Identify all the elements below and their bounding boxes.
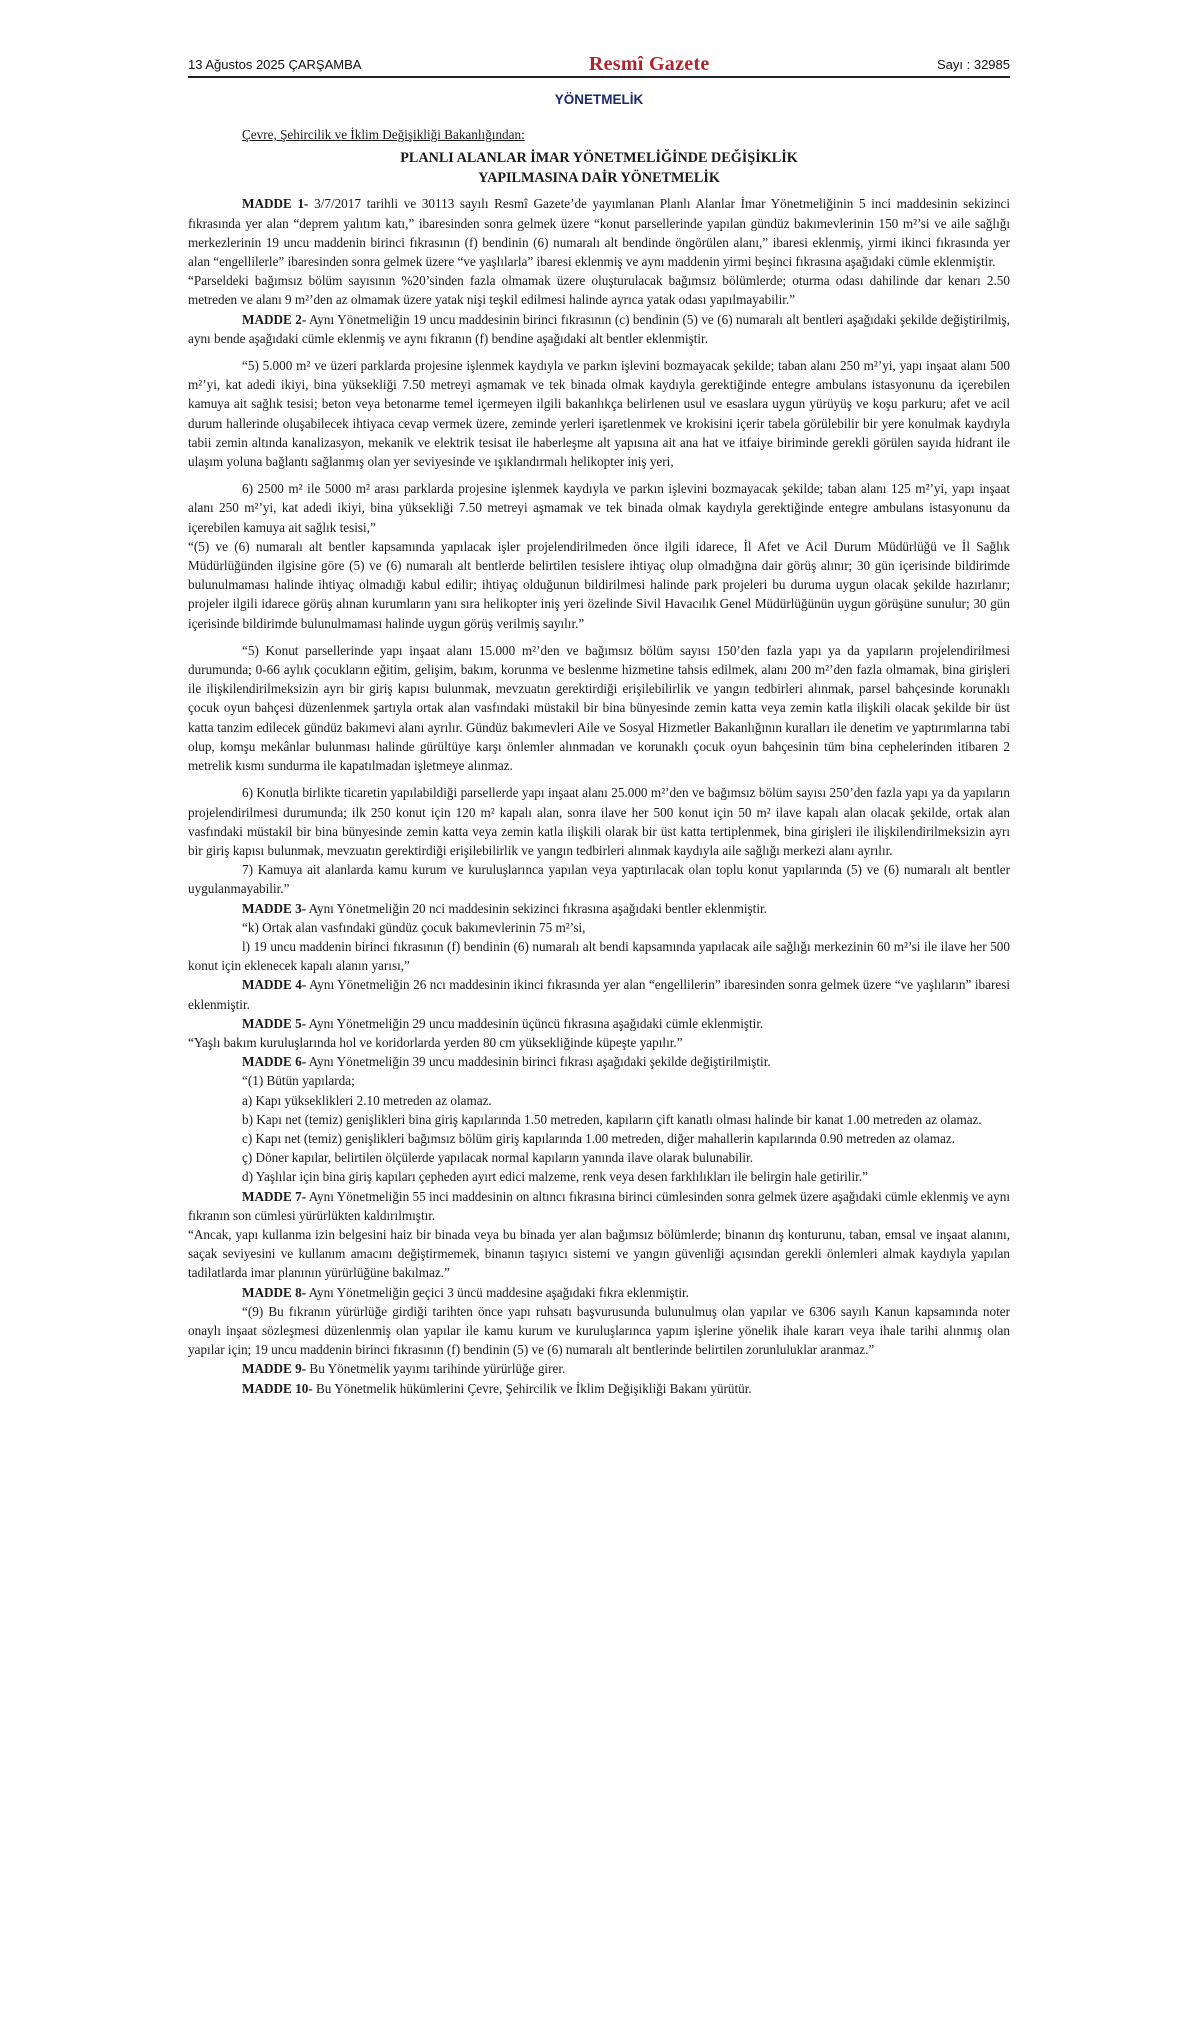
article-text: Bu Yönetmelik hükümlerini Çevre, Şehircilik ve İklim Değişikliği Bakanı yürütür. — [312, 1380, 752, 1396]
paragraph-text: a) Kapı yükseklikleri 2.10 metreden az olamaz. — [242, 1092, 492, 1108]
paragraph-text: “k) Ortak alan vasfındaki gündüz çocuk bakımevlerinin 75 m²’si, — [242, 919, 586, 935]
paragraph-text: c) Kapı net (temiz) genişlikleri bağımsız bölüm giriş kapılarında 1.00 metreden, diğer mahallerin kapılarında 0.90 metreden az olamaz. — [242, 1130, 955, 1146]
article-text: Aynı Yönetmeliğin 19 uncu maddesinin birinci fıkrasının (c) bendinin (5) ve (6) numaralı alt bentleri aşağıdaki şekilde değiştirilmiş, aynı bende aşağıdaki cümle eklenmiş ve aynı fıkranın (f) bendine aşağıdaki alt bentler eklenmiştir. — [188, 311, 1010, 346]
clause-a — [188, 1091, 1010, 1110]
paragraph-text: “Parseldeki bağımsız bölüm sayısının %20’sinden fazla olmamak üzere oluşturulacak bağımsız bölümlerde; oturma odası dahilinde dar kenarı 2.50 metreden ve alanı 9 m²’den az olmamak üzere yatak nişi teşkil edilmesi halinde ayrıca yatak odası yapılmayabilir.” — [188, 273, 1010, 308]
clause-c — [188, 1129, 1010, 1148]
paragraph-text: “Ancak, yapı kullanma izin belgesini haiz bir binada veya bu binada yer alan bağımsız bölümlerde; binanın dış konturunu, taban, emsal ve inşaat alanını, saçak seviyesini ve kullanım amacını değiştirmemek, binanın taşıyıcı sistemi ve yangın güvenliği açısından gerekli önlemleri almak kaydıyla yapılan tadilatlarda imar planının yürürlüğüne bakılmaz.” — [188, 1226, 1010, 1281]
article-heading: MADDE 10- — [242, 1380, 313, 1396]
paragraph-text: d) Yaşlılar için bina giriş kapıları çepheden ayırt edici malzeme, renk veya desen farklılıkları ile belirgin hale getirilir.” — [242, 1169, 868, 1185]
clause-c-cedilla — [188, 1148, 1010, 1167]
article-heading: MADDE 1- — [242, 196, 309, 212]
issue-number: Sayı : 32985 — [937, 56, 1010, 72]
clause-9 — [188, 1302, 1010, 1360]
sub-clause-7 — [188, 860, 1010, 898]
paragraph-text: “Yaşlı bakım kuruluşlarında hol ve koridorlarda yerden 80 cm yüksekliğinde küpeşte yapılır.” — [188, 1034, 683, 1050]
sub-clause-6-park — [188, 479, 1010, 537]
paragraph-text: “5) Konut parsellerinde yapı inşaat alanı 15.000 m²’den ve bağımsız bölüm sayısı 150’den fazla yapı ya da yapıların projelendirilmesi durumunda; 0-66 aylık çocukların eğitim, gelişim, bakım, korunma ve beslenme hizmetine tahsis edilmek, alanı 200 m²’den fazla olmamak, bina girişleri ile ilişkilendirilmeksizin ayrı bir giriş kapısı bulunmak, mevzuatın gerektirdiği erişilebilirlik ve yangın tedbirleri alınmak, parsel bahçesinde korunaklı çocuk oyun bahçesi düzenlenmek şartıyla ortak alan vasfındaki müstakil bir bina bünyesinde zemin katta veya zemin katla ilişkili olacak şekilde bir üst katta tanzim edilecek gündüz bakımevi alanı ayrılır. Gündüz bakımevleri Aile ve Sosyal Hizmetler Bakanlığının kuralları ile denetim ve yaptırımlarına tabi olup, komşu mekânlar bulunması halinde gürültüye karşı önlemler alınmadan ve korunaklı çocuk oyun bahçesinin tüm bina cephelerinden itibaren 2 metrelik kısmı sundurma ile kapatılmadan işletmeye alınmaz. — [188, 642, 1010, 774]
article-4 — [188, 975, 1010, 1013]
article-6 — [188, 1052, 1010, 1071]
paragraph-text: 7) Kamuya ait alanlarda kamu kurum ve kuruluşlarınca yapılan veya yaptırılacak olan toplu konut yapılarında (5) ve (6) numaralı alt bentler uygulanmayabilir.” — [188, 862, 1010, 897]
clause-k — [188, 918, 1010, 937]
sub-clause-5-park — [188, 356, 1010, 471]
paragraph-text: “(9) Bu fıkranın yürürlüğe girdiği tarihten önce yapı ruhsatı başvurusunda bulunulmuş olan yapılar ve 6306 sayılı Kanun kapsamında noter onaylı inşaat sözleşmesi düzenlenmiş olan yapılar ile kamu kurum ve kuruluşlarınca yapım işlerine yönelik ihale kararı veya ihale tarihi alınmış olan yapılar için; 19 uncu maddenin birinci fıkrasının (f) bendinin (5) ve (6) numaralı alt bentlerinde belirtilen zorunluluklar aranmaz.” — [188, 1303, 1010, 1358]
added-sentence-handrail — [188, 1033, 1010, 1052]
gazette-name: Resmî Gazete — [588, 52, 710, 75]
paragraph-text: 6) 2500 m² ile 5000 m² arası parklarda projesine işlenmek kaydıyla ve parkın işlevini bozmayacak şekilde; taban alanı 125 m²’yi, yapı inşaat alanı 250 m²’yi, kat adedi ikiyi, bina yüksekliği 7.50 metreyi aşmamak ve tek binada olmak kaydıyla gerektiğinde entegre ambulans istasyonunu da içerebilen kamuya ait sağlık tesisi,” — [188, 481, 1010, 535]
paragraph-text: l) 19 uncu maddenin birinci fıkrasının (f) bendinin (6) numaralı alt bendi kapsamında yapılacak aile sağlığı merkezinin 60 m²’si ile ilave her 500 konut için eklenecek kapalı alanın yarısı,” — [188, 938, 1010, 974]
regulation-title-line-2: YAPILMASINA DAİR YÖNETMELİK — [478, 170, 720, 187]
article-heading: MADDE 5- — [242, 1015, 307, 1031]
article-8 — [188, 1283, 1010, 1302]
clause-l — [188, 937, 1010, 975]
article-heading: MADDE 8- — [242, 1284, 307, 1300]
article-text: Aynı Yönetmeliğin 29 uncu maddesinin üçüncü fıkrasına aşağıdaki cümle eklenmiştir. — [306, 1015, 764, 1031]
paragraph-text: ç) Döner kapılar, belirtilen ölçülerde yapılacak normal kapıların yanında ilave olarak bulunabilir. — [242, 1150, 754, 1166]
clause-b — [188, 1110, 1010, 1129]
article-text: Aynı Yönetmeliğin 26 ncı maddesinin ikinci fıkrasında yer alan “engellilerin” ibaresinden sonra gelmek üzere “ve yaşlıların” ibaresi eklenmiştir. — [188, 977, 1010, 1012]
sub-clause-5-daycare — [188, 641, 1010, 775]
sub-clause-6-health-center — [188, 783, 1010, 860]
issue-date: 13 Ağustos 2025 ÇARŞAMBA — [188, 56, 362, 72]
article-heading: MADDE 3- — [242, 900, 307, 916]
ministry-line: Çevre, Şehircilik ve İklim Değişikliği Bakanlığından: — [242, 127, 525, 143]
article-text: Aynı Yönetmeliğin 20 nci maddesinin sekizinci fıkrasına aşağıdaki bentler eklenmiştir. — [306, 900, 767, 916]
article-heading: MADDE 4- — [242, 977, 307, 993]
paragraph-text: b) Kapı net (temiz) genişlikleri bina giriş kapılarında 1.50 metreden, kapıların çift kanatlı olması halinde bir kanat 1.00 metreden az olamaz. — [242, 1111, 982, 1127]
article-heading: MADDE 6- — [242, 1054, 307, 1070]
article-3 — [188, 899, 1010, 918]
paragraph-text: 6) Konutla birlikte ticaretin yapılabildiği parsellerde yapı inşaat alanı 25.000 m²’den ve bağımsız bölüm sayısı 250’den fazla yapı ya da yapıların projelendirilmesi durumunda; ilk 250 konut için 120 m² kapalı alan, sonra ilave her 500 konut için 50 m² ilave kapalı alan olacak şekilde, ortak alan vasfındaki müstakil bir bina bünyesinde zemin katta veya zemin katla ilişkili olarak bir üst katta tertiplenmek, bina girişleri ile ilişkilendirilmeksizin ayrı bir giriş kapısı bulunmak, mevzuatın gerektirdiği erişilebilirlik ve yangın tedbirleri alınmak kaydıyla aile sağlığı merkezi alanı ayrılır. — [188, 785, 1010, 858]
article-text: Aynı Yönetmeliğin geçici 3 üncü maddesine aşağıdaki fıkra eklenmiştir. — [306, 1284, 689, 1300]
article-7 — [188, 1187, 1010, 1225]
article-text: Bu Yönetmelik yayımı tarihinde yürürlüğe girer. — [306, 1361, 566, 1377]
added-sentence — [188, 537, 1010, 633]
paragraph-text: “5) 5.000 m² ve üzeri parklarda projesine işlenmek kaydıyla ve parkın işlevini bozmayacak şekilde; taban alanı 250 m²’yi, yapı inşaat alanı 500 m²’yi, kat adedi ikiyi, bina yüksekliği 7.50 metreyi aşmamak ve tek binada olmak kaydıyla gerektiğinde entegre ambulans istasyonunu da içerebilen kamuya ait sağlık tesisi; beton veya betonarme temel içermeyen ilgili bakanlıkça belirlenen usul ve esaslara uygun yürüyüş ve koşu parkuru; afet ve acil durum hallerinde oluşabilecek ihtiyaca cevap vermek üzere, zeminde yerleri işaretlenmek ve krokisini içerir tabela görülebilir bir yere konulmak kaydıyla tabii zemin altında kanalizasyon, mekanik ve elektrik tesisat ile haberleşme alt yapısına ait ana hat ve itfaiye biriminde gerekli görülen sayıda hidrant ile ulaşım yoluna bağlantı sağlanmış olan yer seviyesinde ve ışıklandırmalı helikopter iniş yeri, — [188, 358, 1010, 470]
article-10 — [188, 1379, 1010, 1398]
paragraph-text: “(5) ve (6) numaralı alt bentler kapsamında yapılacak işler projelendirilmeden önce ilgili idarece, İl Afet ve Acil Durum Müdürlüğü ve İl Sağlık Müdürlüğünden ilgisine göre (5) ve (6) numaralı alt bentlerde belirtilen tesislere ihtiyaç olup olmadığına dair görüş alınır; 30 gün içerisinde bildirimde bulunulmaması halinde ihtiyaç olmadığı kabul edilir; ihtiyaç olduğunun bildirilmesi halinde park projeleri bu duruma uygun olacak şekilde hazırlanır; projeler ilgili idarece görüş alınan kurumların yanı sıra helikopter iniş yeri özelinde Sivil Havacılık Genel Müdürlüğünün uygun görüşüne sunulur; 30 gün içerisinde bildirimde bulunulmaması halinde uygun görüş verilmiş sayılır.” — [188, 538, 1010, 631]
quoted-sentence — [188, 271, 1010, 309]
article-1 — [188, 194, 1010, 271]
clause-1 — [188, 1071, 1010, 1090]
regulation-title-line-1: PLANLI ALANLAR İMAR YÖNETMELİĞİNDE DEĞİŞİKLİK — [400, 150, 798, 167]
article-5 — [188, 1014, 1010, 1033]
gazette-page — [188, 46, 1010, 1398]
gazette-header — [188, 46, 1010, 78]
added-sentence-permit — [188, 1225, 1010, 1283]
paragraph-text: “(1) Bütün yapılarda; — [242, 1073, 355, 1089]
article-2 — [188, 310, 1010, 348]
section-label: YÖNETMELİK — [554, 92, 644, 107]
article-heading: MADDE 2- — [242, 311, 307, 327]
clause-d — [188, 1167, 1010, 1186]
article-9 — [188, 1359, 1010, 1378]
article-text: Aynı Yönetmeliğin 39 uncu maddesinin birinci fıkrası aşağıdaki şekilde değiştirilmiştir. — [306, 1054, 771, 1070]
article-text: 3/7/2017 tarihli ve 30113 sayılı Resmî Gazete’de yayımlanan Planlı Alanlar İmar Yönetmeliğinin 5 inci maddesinin sekizinci fıkrasında yer alan “deprem yalıtım katı,” ibaresinden sonra gelmek üzere “konut parsellerinde yapılan gündüz bakımevlerinin 150 m²’si ve aile sağlığı merkezlerinin 19 uncu maddenin birinci fıkrasının (f) bendinin (6) numaralı alt bendinde öngörülen alanı,” ibaresi eklenmiş, yirmi ikinci fıkrasında yer alan “engellilerle” ibaresinden sonra gelmek üzere “ve yaşlılarla” ibaresi eklenmiş ve aynı maddenin yirmi beşinci fıkrasına aşağıdaki cümle eklenmiştir. — [188, 196, 1010, 270]
article-heading: MADDE 9- — [242, 1361, 307, 1377]
article-text: Aynı Yönetmeliğin 55 inci maddesinin on altıncı fıkrasına birinci cümlesinden sonra gelmek üzere aşağıdaki cümle eklenmiş ve aynı fıkranın son cümlesi yürürlükten kaldırılmıştır. — [188, 1188, 1010, 1223]
article-heading: MADDE 7- — [242, 1188, 307, 1204]
